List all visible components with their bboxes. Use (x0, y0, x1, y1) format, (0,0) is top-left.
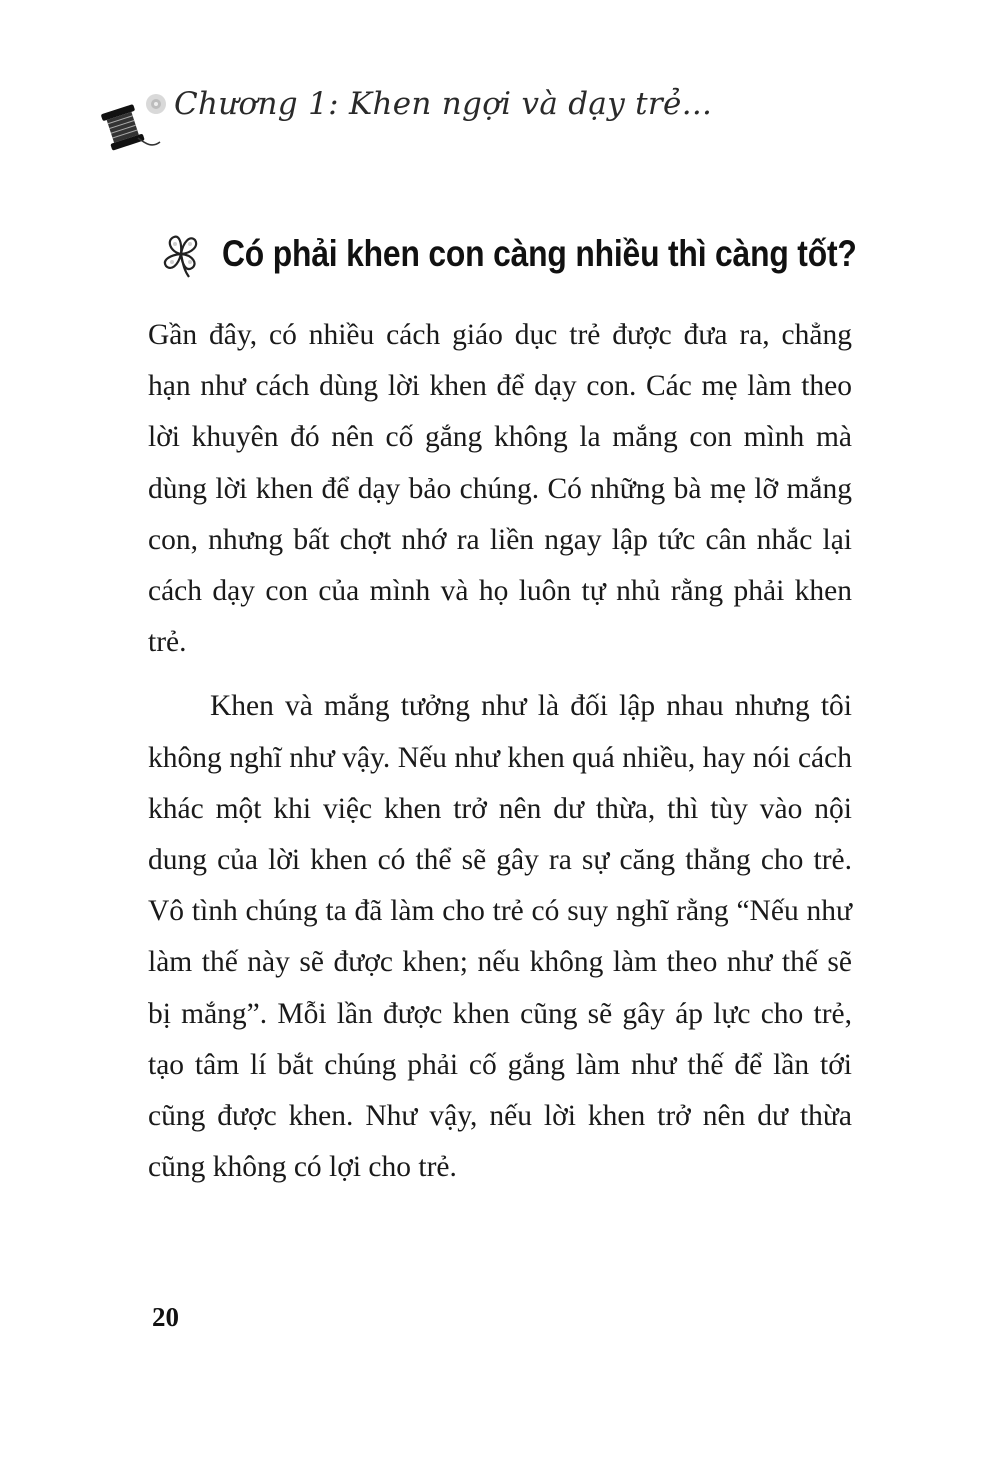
four-leaf-clover-icon (156, 230, 206, 280)
body-text (148, 310, 852, 1193)
section-heading (156, 226, 856, 286)
chapter-running-header: Chương 1: Khen ngợi và dạy trẻ... (174, 86, 713, 122)
paragraph: Gần đây, có nhiều cách giáo dục trẻ được đưa ra, chẳng hạn như cách dùng lời khen để dạy con. Các mẹ làm theo lời khuyên đó nên cố gắng không la mắng con mình mà dùng lời khen để dạy bảo chúng. Có những bà mẹ lỡ mắng con, nhưng bất chợt nhớ ra liền ngay lập tức cân nhắc lại cách dạy con của mình và họ luôn tự nhủ rằng phải khen trẻ. (148, 319, 852, 659)
paragraph: Khen và mắng tưởng như là đối lập nhau nhưng tôi không nghĩ như vậy. Nếu như khen quá nhiều, hay nói cách khác một khi việc khen trở nên dư thừa, thì tùy vào nội dung của lời khen có thể sẽ gây ra sự căng thẳng cho trẻ. Vô tình chúng ta đã làm cho trẻ có suy nghĩ rằng “Nếu như làm thế này sẽ được khen; nếu không làm theo như thế sẽ bị mắng”. Mỗi lần được khen cũng sẽ gây áp lực cho trẻ, tạo tâm lí bắt chúng phải cố gắng làm như thế để lần tới cũng được khen. Như vậy, nếu lời khen trở nên dư thừa cũng không có lợi cho trẻ. (148, 690, 852, 1184)
flower-ornament-icon (144, 92, 168, 116)
section-title: Có phải khen con càng nhiều thì càng tốt? (222, 233, 857, 274)
running-header (100, 78, 713, 158)
page-number: 20 (152, 1302, 179, 1332)
